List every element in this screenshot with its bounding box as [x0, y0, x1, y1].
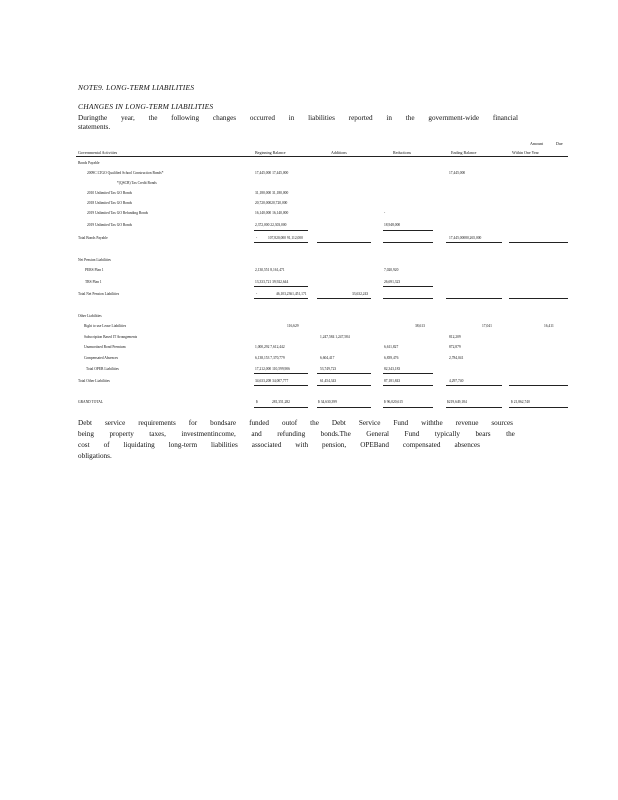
intro-line-1 [78, 113, 518, 123]
note-title: NOTE9. LONG-TERM LIABILITIES [78, 83, 195, 92]
grand-rule-5 [509, 407, 568, 408]
footer-line1-word: funded [249, 419, 270, 427]
other-total-reductions: 87,181,843 [384, 379, 401, 383]
grand-rule-1 [254, 407, 308, 408]
intro-line1-word: following [171, 114, 200, 122]
intro-line1-word: Duringthe [78, 114, 108, 122]
other-heading: Other Liabilities [78, 314, 102, 318]
grand-beginning: 281,351,282 [272, 400, 290, 404]
grand-rule-2 [317, 407, 371, 408]
header-activities: Governmental Activities [78, 150, 118, 155]
footer-line3-word: liquidating [123, 441, 155, 449]
bonds-total-ending: 17,445,00080,265,000 [449, 236, 482, 240]
pension-total-dash: - [256, 292, 258, 296]
pension-total-rule-2 [317, 298, 371, 299]
other-row4-ending: 2,784,041 [449, 356, 464, 360]
other-total-rule-5 [509, 385, 568, 386]
footer-line2-word: and [251, 430, 262, 438]
bonds-row3-beginning: 20,720,00020,720,000 [255, 201, 288, 205]
pension-total-label: Total Net Pension Liabilities [78, 292, 120, 296]
footer-line2-word: property [109, 430, 134, 438]
other-total-rule-3 [383, 385, 433, 386]
footer-line1-word: outof [282, 419, 298, 427]
footer-line-2 [78, 429, 515, 439]
footer-line2-word: being [78, 430, 94, 438]
bonds-row1b-label: *(QSCB) Tax Credit Bonds [117, 181, 157, 185]
intro-line1-word: in [288, 114, 295, 122]
other-total-beginning: 34,633,208 34,007,777 [255, 379, 289, 383]
intro-line1-word: in [386, 114, 392, 122]
header-beginning: Beginning Balance [255, 150, 286, 155]
intro-line1-word: the [405, 114, 415, 122]
header-additions: Additions [331, 150, 347, 155]
pension-row1-beginning: 2,130,551 8,161,471 [255, 268, 285, 272]
footer-line1-word: Debt [331, 419, 346, 427]
intro-line1-word: liabilities [308, 114, 335, 122]
footer-line2-word: taxes, [149, 430, 166, 438]
pension-total-reductions: 33,632,243 [352, 292, 369, 296]
footer-line2-word: the [506, 430, 515, 438]
footer-line3-word: long-term [168, 441, 198, 449]
bonds-row1-beginning: 17,445,000 17,445,000 [255, 171, 289, 175]
bonds-total-rule-3 [383, 242, 433, 243]
pension-total-rule-1 [254, 298, 308, 299]
other-row5-additions: 53,749,723 [320, 367, 337, 371]
bonds-total-dash: - [256, 236, 258, 240]
bonds-total-rule-5 [509, 242, 568, 243]
pension-total-beginning: 46,103,2361,451,171 [276, 292, 307, 296]
footer-line3-word: of [103, 441, 110, 449]
grand-additions: $ 34,630,399 [318, 400, 337, 404]
footer-line-4: obligations. [78, 452, 112, 460]
other-row2-label: Subscription Based IT Arrangements [84, 335, 138, 339]
grand-ending: $219,649,184 [447, 400, 467, 404]
other-row3-label: Unamortized Bond Premium [84, 345, 126, 349]
other-row3-ending: 872,879 [449, 345, 461, 349]
footer-line3-word: associated [251, 441, 282, 449]
pension-row2-beginning: 13,333,721 39,922,644 [255, 280, 289, 284]
footer-line1-word: Debt [78, 419, 92, 427]
footer-line1-word: sources [491, 419, 513, 427]
grand-rule-3 [383, 407, 433, 408]
other-total-rule-1 [254, 385, 308, 386]
grand-rule-4 [446, 407, 502, 408]
footer-line1-word: withthe [421, 419, 443, 427]
other-total-rule-2 [317, 385, 371, 386]
bonds-heading: Bonds Payable [78, 161, 100, 165]
footer-line1-word: Service [358, 419, 381, 427]
footer-line-3 [78, 440, 480, 450]
bonds-row4-label: 2019 Unlimited Tax GO Refunding Bonds [87, 211, 149, 215]
other-row4-label: Compensated Absences [84, 356, 119, 360]
bonds-total-label: Total Bonds Payable [78, 236, 108, 240]
pension-total-rule-3 [383, 298, 433, 299]
header-reductions: Reductions [393, 150, 411, 155]
pension-subtotal-rule-2 [383, 286, 433, 287]
other-row5-beginning: 17,212,000 110,599,906 [255, 367, 290, 371]
other-row1-within: 16,411 [544, 324, 554, 328]
other-row2-additions: 1,247,584 1,247,584 [320, 335, 350, 339]
other-row1-reductions: 38,613 [415, 324, 425, 328]
bonds-total-rule-2 [317, 242, 371, 243]
header-ending: Ending Balance [451, 150, 477, 155]
pension-subtotal-rule [254, 286, 308, 287]
other-row1-ending: 17,041 [482, 324, 492, 328]
grand-within: $ 21,862,740 [511, 400, 530, 404]
footer-line1-word: service [104, 419, 126, 427]
bonds-subtotal-rule [254, 230, 308, 231]
pension-row1-label: PERS Plan 1 [85, 268, 104, 272]
footer-line3-word: pension, [322, 441, 347, 449]
footer-line1-word: bondsare [210, 419, 237, 427]
footer-line2-word: refunding [277, 430, 306, 438]
pension-row1-reductions: 7,020,920 [384, 268, 399, 272]
bonds-row5-reductions: 18,948,000 [384, 223, 401, 227]
other-total-label: Total Other Liabilities [78, 379, 110, 383]
other-row4-beginning: 6,138,153 7,370,779 [255, 356, 285, 360]
bonds-row2-label: 2010 Unlimited Tax GO Bonds [87, 191, 133, 195]
other-row5-label: Total OPEB Liabilities [86, 367, 119, 371]
footer-line-1 [78, 418, 513, 428]
footer-line3-word: OPEBand [360, 441, 389, 449]
grand-total-label: GRAND TOTAL [78, 400, 104, 404]
bonds-total-beginning: 107,820,000 91,112,000 [268, 236, 303, 240]
bonds-subtotal-rule-2 [383, 230, 433, 231]
bonds-row1-ending: 17,445,000 [449, 171, 466, 175]
bonds-row4-reductions: - [384, 211, 386, 215]
other-total-rule-4 [446, 385, 502, 386]
intro-line1-word: financial [492, 114, 518, 122]
other-row3-beginning: 1,000,292 7,612,442 [255, 345, 285, 349]
bonds-total-rule-4 [446, 242, 502, 243]
footer-line2-word: typically [434, 430, 460, 438]
footer-line1-word: for [188, 419, 198, 427]
other-subtotal-rule-1 [254, 373, 308, 374]
intro-line-2: statements. [78, 123, 111, 131]
pension-total-rule-5 [509, 298, 568, 299]
footer-line2-word: General [366, 430, 390, 438]
other-row4-additions: 6,604,417 [320, 356, 335, 360]
pension-row2-reductions: 26,691,323 [384, 280, 401, 284]
bonds-row5-beginning: 2,372,000 22,303,000 [255, 223, 287, 227]
footer-line3-word: compensated [402, 441, 441, 449]
section-title: CHANGES IN LONG-TERM LIABILITIES [78, 102, 214, 111]
header-due: Due [556, 141, 563, 146]
other-row5-reductions: 82,343,183 [384, 367, 401, 371]
footer-line3-word: liabilities [211, 441, 238, 449]
footer-line1-word: the [310, 419, 319, 427]
header-amount: Amount [530, 141, 544, 146]
other-subtotal-rule-2 [317, 373, 371, 374]
bonds-row1-label: 2009C LTGO Qualified School Construction Bonds* [87, 171, 164, 175]
other-row1-beginning: 116,629 [287, 324, 299, 328]
footer-line2-word: bonds.The [320, 430, 351, 438]
other-row4-reductions: 6,839,476 [384, 356, 399, 360]
bonds-total-rule-1 [254, 242, 308, 243]
intro-line1-word: reported [348, 114, 373, 122]
footer-line2-word: investmentincome, [181, 430, 236, 438]
pension-total-rule-4 [446, 298, 502, 299]
footer-line3-word: cost [78, 441, 90, 449]
pension-heading: Net Pension Liabilities [78, 258, 111, 262]
bonds-row4-beginning: 16,140,000 16,140,000 [255, 211, 289, 215]
other-row1-label: Right to use Lease Liabilities [84, 324, 127, 328]
intro-line1-word: government-wide [428, 114, 480, 122]
intro-line1-word: the [148, 114, 158, 122]
intro-line1-word: year, [120, 114, 135, 122]
header-rule [76, 156, 568, 157]
bonds-row3-label: 2018 Unlimited Tax GO Bonds [87, 201, 133, 205]
footer-line3-word: with [295, 441, 309, 449]
footer-line1-word: Fund [393, 419, 409, 427]
other-row3-reductions: 6,611,827 [384, 345, 399, 349]
grand-reductions: $ 96,020,615 [384, 400, 403, 404]
other-total-ending: 4,297,740 [449, 379, 464, 383]
other-row2-ending: 812,209 [449, 335, 461, 339]
intro-line1-word: occurred [249, 114, 275, 122]
header-within: Within One Year [512, 150, 539, 155]
grand-dollar: $ [256, 400, 258, 404]
footer-line2-word: bears [475, 430, 491, 438]
bonds-row2-beginning: 31,180,000 31,180,000 [255, 191, 289, 195]
footer-line1-word: revenue [455, 419, 479, 427]
footer-line1-word: requirements [138, 419, 176, 427]
intro-line1-word: changes [212, 114, 237, 122]
other-subtotal-rule-3 [383, 373, 433, 374]
bonds-row5-label: 2019 Unlimited Tax GO Bonds [87, 223, 133, 227]
footer-line2-word: Fund [404, 430, 420, 438]
footer-line3-word: absences [454, 441, 480, 449]
other-total-additions: 61,454,343 [320, 379, 337, 383]
pension-row2-label: TRS Plan 1 [85, 280, 102, 284]
